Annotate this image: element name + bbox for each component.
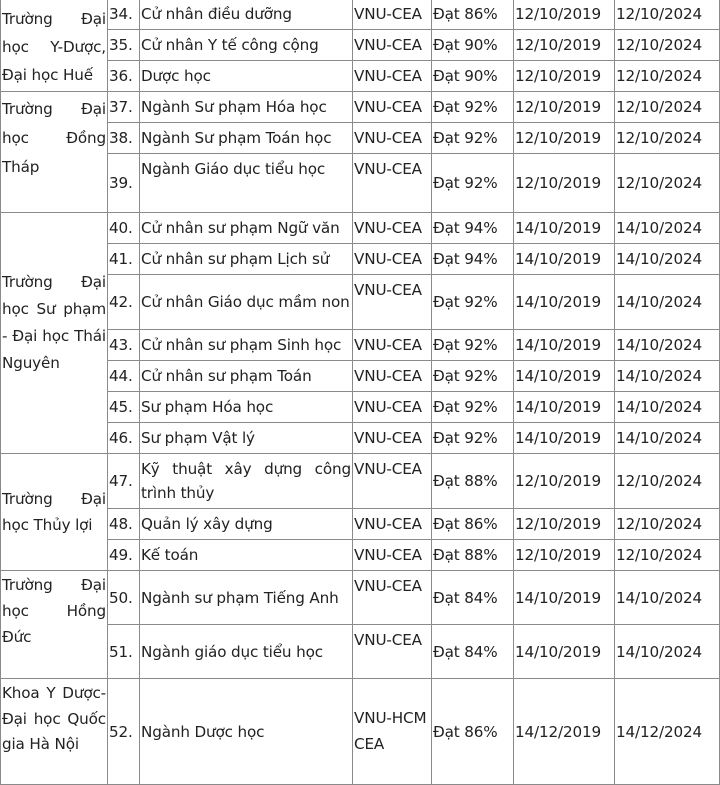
program-name: Cử nhân sư phạm Sinh học (140, 330, 353, 361)
result: Đạt 92% (432, 392, 514, 423)
school-cell: Khoa Y Dược- Đại học Quốc gia Hà Nội (1, 679, 108, 785)
expiry-date: 14/10/2024 (615, 392, 720, 423)
expiry-date: 12/10/2024 (615, 454, 720, 509)
result: Đạt 90% (432, 61, 514, 92)
school-cell: Trường Đại học Hồng Đức (1, 571, 108, 679)
accreditation-org: VNU-CEA (353, 30, 432, 61)
program-name: Cử nhân Y tế công cộng (140, 30, 353, 61)
accreditation-org: VNU-CEA (353, 275, 432, 330)
issued-date: 14/10/2019 (514, 361, 615, 392)
table-row (1, 361, 720, 392)
result: Đạt 90% (432, 30, 514, 61)
row-number: 35. (108, 30, 140, 61)
table-row (1, 61, 720, 92)
expiry-date: 14/10/2024 (615, 571, 720, 625)
accreditation-org: VNU-HCM CEA (353, 679, 432, 785)
row-number: 36. (108, 61, 140, 92)
accreditation-org: VNU-CEA (353, 361, 432, 392)
program-name: Kỹ thuật xây dựng công trình thủy (140, 454, 353, 509)
row-number: 47. (108, 454, 140, 509)
program-name: Cử nhân sư phạm Ngữ văn (140, 213, 353, 244)
result: Đạt 84% (432, 571, 514, 625)
issued-date: 12/10/2019 (514, 123, 615, 154)
issued-date: 14/10/2019 (514, 625, 615, 679)
program-name: Ngành Giáo dục tiểu học (140, 154, 353, 213)
table-row (1, 275, 720, 330)
table-row (1, 0, 720, 30)
table-row (1, 30, 720, 61)
expiry-date: 14/10/2024 (615, 330, 720, 361)
result: Đạt 86% (432, 679, 514, 785)
result: Đạt 92% (432, 361, 514, 392)
row-number: 48. (108, 509, 140, 540)
accreditation-org: VNU-CEA (353, 0, 432, 30)
accreditation-org: VNU-CEA (353, 92, 432, 123)
row-number: 38. (108, 123, 140, 154)
table-row (1, 154, 720, 213)
issued-date: 12/10/2019 (514, 454, 615, 509)
issued-date: 12/10/2019 (514, 154, 615, 213)
accreditation-org: VNU-CEA (353, 454, 432, 509)
program-name: Cử nhân Giáo dục mầm non (140, 275, 353, 330)
accreditation-org: VNU-CEA (353, 244, 432, 275)
issued-date: 12/10/2019 (514, 92, 615, 123)
expiry-date: 12/10/2024 (615, 123, 720, 154)
issued-date: 14/10/2019 (514, 392, 615, 423)
result: Đạt 92% (432, 423, 514, 454)
row-number: 43. (108, 330, 140, 361)
program-name: Cử nhân điều dưỡng (140, 0, 353, 30)
table-row (1, 571, 720, 625)
expiry-date: 12/10/2024 (615, 61, 720, 92)
accreditation-org: VNU-CEA (353, 625, 432, 679)
expiry-date: 12/10/2024 (615, 540, 720, 571)
accreditation-org: VNU-CEA (353, 123, 432, 154)
result: Đạt 92% (432, 330, 514, 361)
issued-date: 14/10/2019 (514, 275, 615, 330)
row-number: 46. (108, 423, 140, 454)
program-name: Sư phạm Vật lý (140, 423, 353, 454)
issued-date: 12/10/2019 (514, 0, 615, 30)
row-number: 51. (108, 625, 140, 679)
table-row (1, 454, 720, 509)
result: Đạt 88% (432, 540, 514, 571)
accreditation-org: VNU-CEA (353, 509, 432, 540)
result: Đạt 86% (432, 0, 514, 30)
program-name: Cử nhân sư phạm Lịch sử (140, 244, 353, 275)
expiry-date: 12/10/2024 (615, 92, 720, 123)
table-row (1, 213, 720, 244)
issued-date: 14/10/2019 (514, 423, 615, 454)
row-number: 49. (108, 540, 140, 571)
issued-date: 14/10/2019 (514, 213, 615, 244)
school-cell: Trường Đại học Đồng Tháp (1, 92, 108, 213)
expiry-date: 14/12/2024 (615, 679, 720, 785)
expiry-date: 14/10/2024 (615, 244, 720, 275)
result: Đạt 94% (432, 213, 514, 244)
expiry-date: 12/10/2024 (615, 509, 720, 540)
program-name: Cử nhân sư phạm Toán (140, 361, 353, 392)
issued-date: 14/10/2019 (514, 571, 615, 625)
table-row (1, 509, 720, 540)
issued-date: 14/10/2019 (514, 330, 615, 361)
program-name: Ngành Dược học (140, 679, 353, 785)
expiry-date: 14/10/2024 (615, 275, 720, 330)
table-row (1, 679, 720, 785)
result: Đạt 92% (432, 123, 514, 154)
accreditation-org: VNU-CEA (353, 330, 432, 361)
result: Đạt 86% (432, 509, 514, 540)
table-row (1, 392, 720, 423)
table-row (1, 330, 720, 361)
program-name: Ngành Sư phạm Toán học (140, 123, 353, 154)
row-number: 52. (108, 679, 140, 785)
program-name: Quản lý xây dựng (140, 509, 353, 540)
accreditation-org: VNU-CEA (353, 61, 432, 92)
accreditation-org: VNU-CEA (353, 392, 432, 423)
program-name: Ngành giáo dục tiểu học (140, 625, 353, 679)
table-row (1, 625, 720, 679)
table-row (1, 123, 720, 154)
expiry-date: 12/10/2024 (615, 154, 720, 213)
expiry-date: 12/10/2024 (615, 30, 720, 61)
issued-date: 12/10/2019 (514, 30, 615, 61)
row-number: 41. (108, 244, 140, 275)
expiry-date: 14/10/2024 (615, 625, 720, 679)
result: Đạt 92% (432, 92, 514, 123)
result: Đạt 84% (432, 625, 514, 679)
table-row (1, 92, 720, 123)
school-cell: Trường Đại học Y-Dược, Đại học Huế (1, 0, 108, 92)
accreditation-org: VNU-CEA (353, 154, 432, 213)
issued-date: 12/10/2019 (514, 61, 615, 92)
table-row (1, 244, 720, 275)
issued-date: 12/10/2019 (514, 540, 615, 571)
row-number: 44. (108, 361, 140, 392)
issued-date: 12/10/2019 (514, 509, 615, 540)
accreditation-org: VNU-CEA (353, 571, 432, 625)
result: Đạt 94% (432, 244, 514, 275)
result: Đạt 92% (432, 275, 514, 330)
result: Đạt 88% (432, 454, 514, 509)
row-number: 40. (108, 213, 140, 244)
expiry-date: 14/10/2024 (615, 423, 720, 454)
expiry-date: 14/10/2024 (615, 361, 720, 392)
row-number: 45. (108, 392, 140, 423)
table-row (1, 423, 720, 454)
row-number: 34. (108, 0, 140, 30)
program-name: Ngành sư phạm Tiếng Anh (140, 571, 353, 625)
school-cell: Trường Đại học Sư phạm - Đại học Thái Nguyên (1, 213, 108, 454)
row-number: 42. (108, 275, 140, 330)
program-name: Ngành Sư phạm Hóa học (140, 92, 353, 123)
accreditation-org: VNU-CEA (353, 423, 432, 454)
school-cell: Trường Đại học Thủy lợi (1, 454, 108, 571)
program-name: Sư phạm Hóa học (140, 392, 353, 423)
expiry-date: 12/10/2024 (615, 0, 720, 30)
program-name: Dược học (140, 61, 353, 92)
accreditation-org: VNU-CEA (353, 213, 432, 244)
row-number: 39. (108, 154, 140, 213)
accreditation-org: VNU-CEA (353, 540, 432, 571)
result: Đạt 92% (432, 154, 514, 213)
table-row (1, 540, 720, 571)
row-number: 37. (108, 92, 140, 123)
issued-date: 14/12/2019 (514, 679, 615, 785)
issued-date: 14/10/2019 (514, 244, 615, 275)
expiry-date: 14/10/2024 (615, 213, 720, 244)
program-name: Kế toán (140, 540, 353, 571)
row-number: 50. (108, 571, 140, 625)
